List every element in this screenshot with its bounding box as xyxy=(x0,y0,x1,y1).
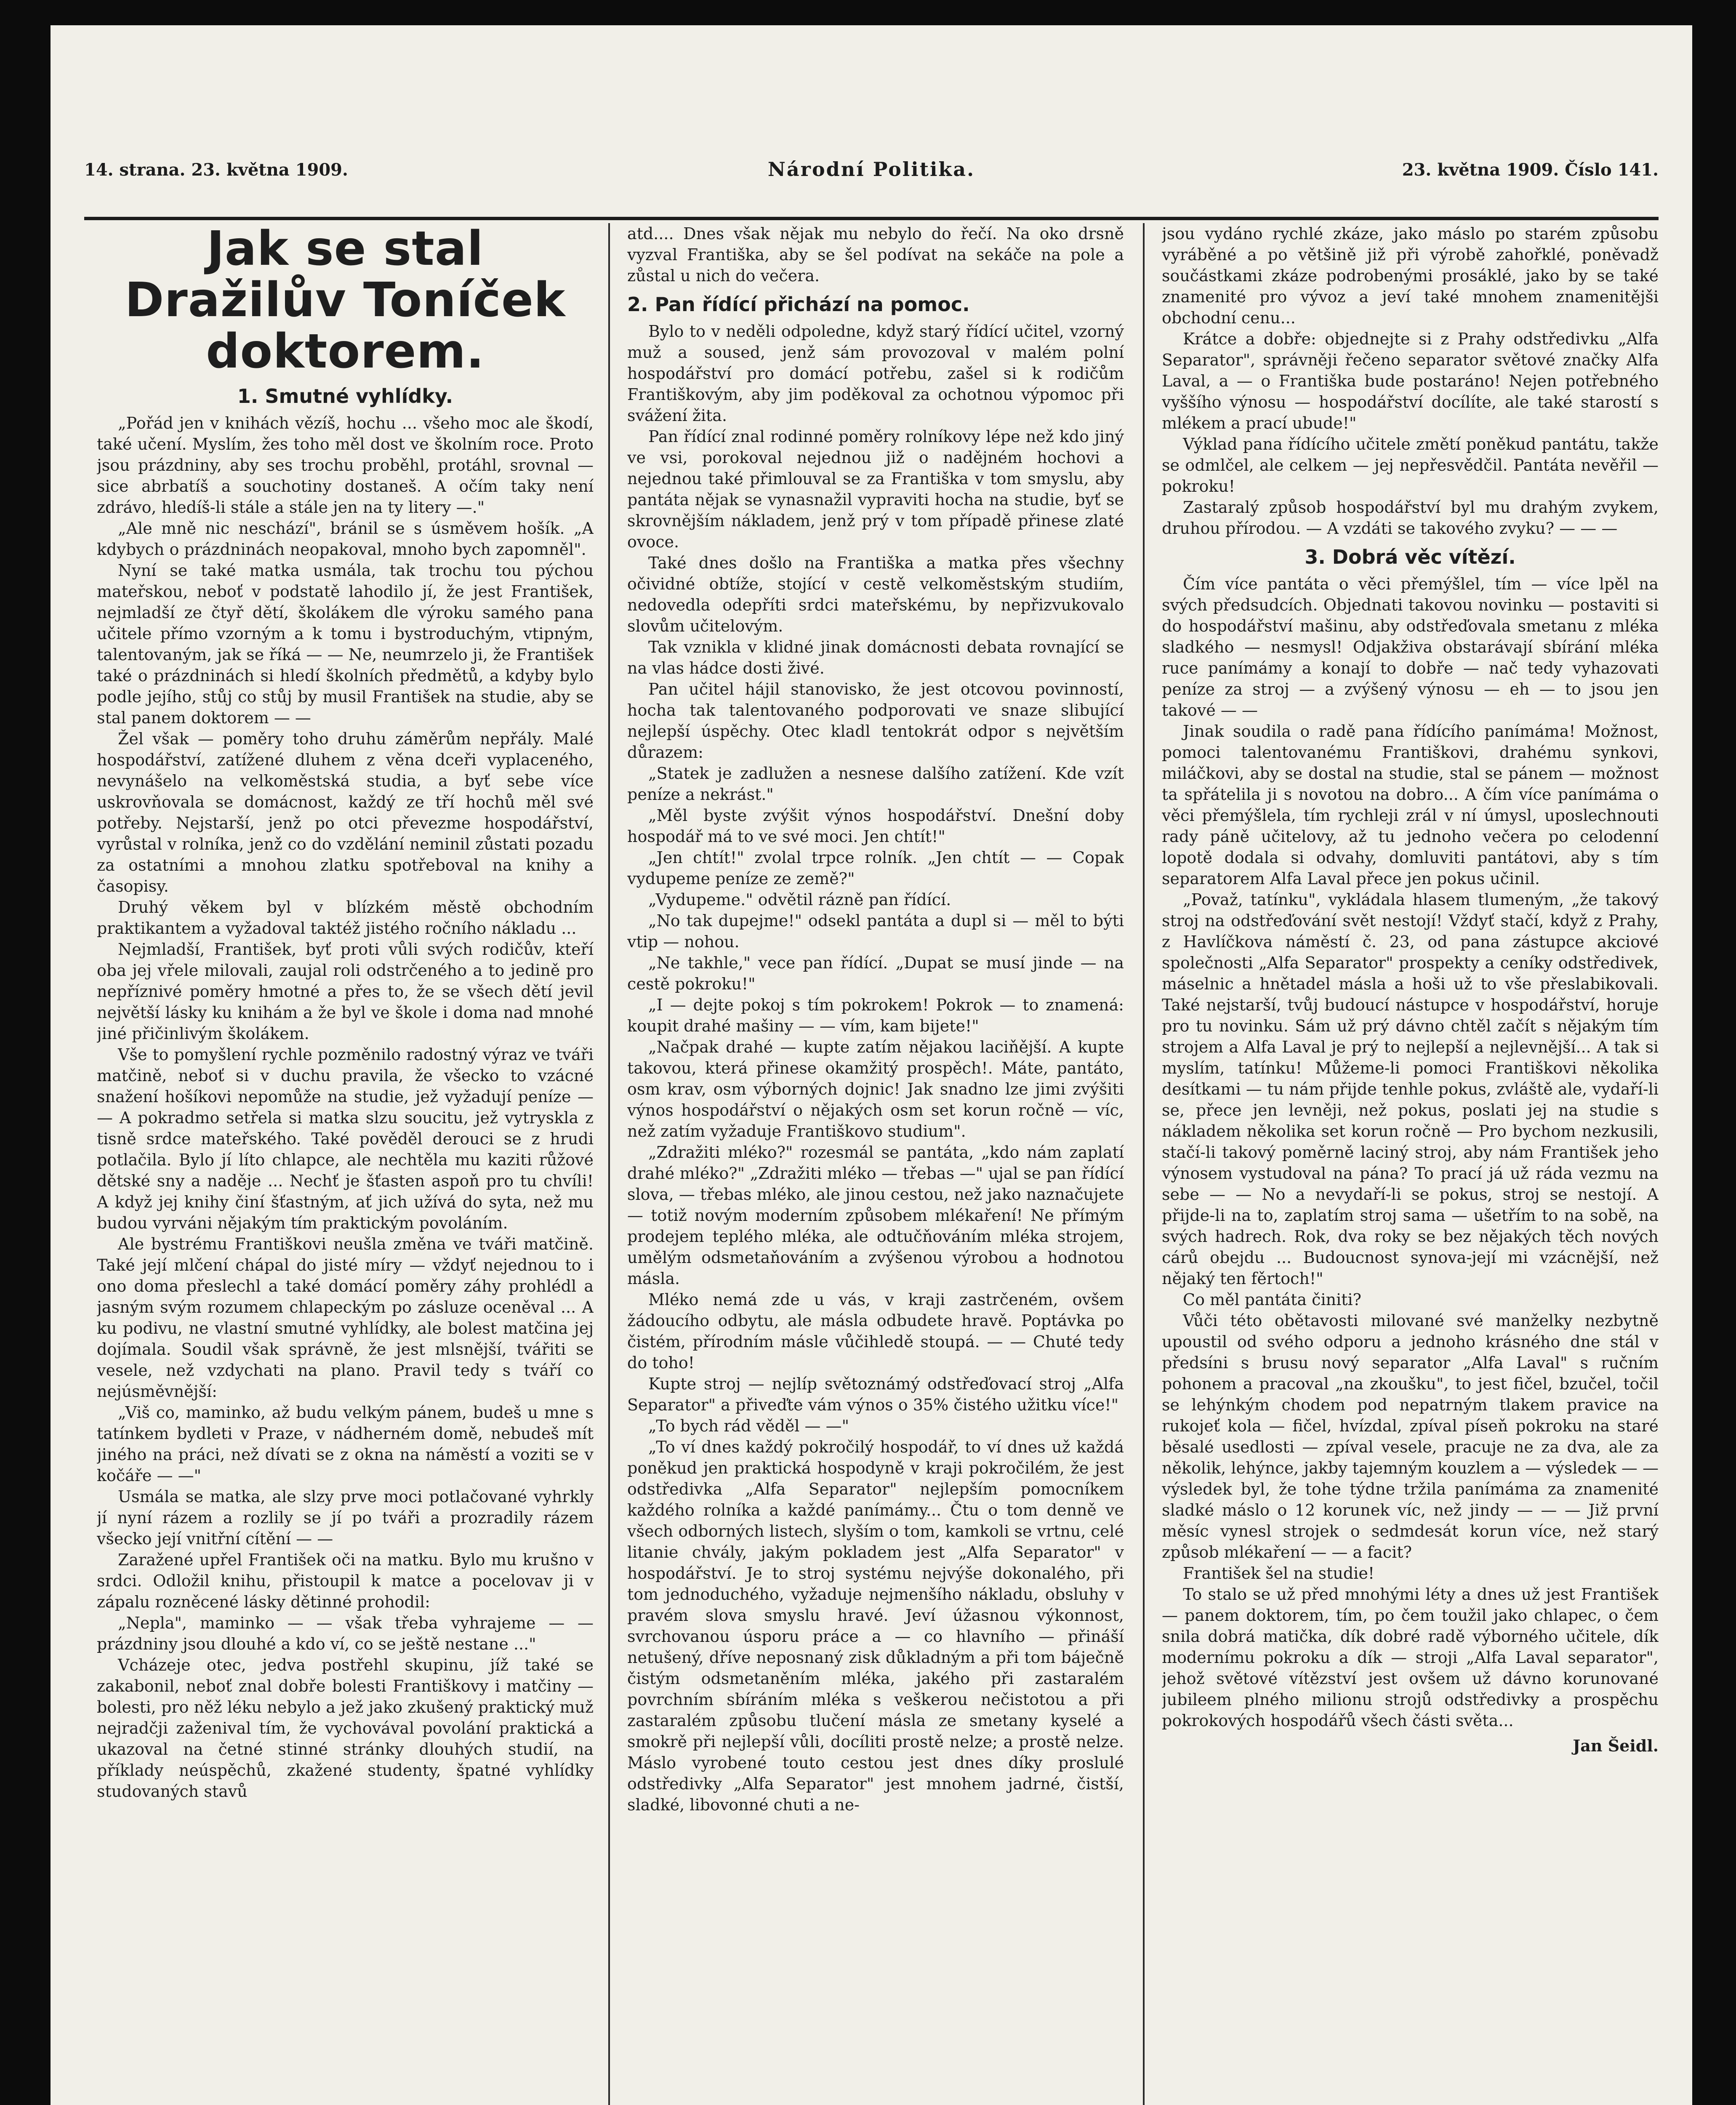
column-divider xyxy=(1143,223,1145,2105)
page-header xyxy=(84,139,1659,198)
section-heading-3: 3. Dobrá věc vítězí. xyxy=(1305,546,1516,568)
paragraph: „To bych rád věděl — —" xyxy=(648,1417,849,1435)
paragraph: Mléko nemá zde u vás, v kraji zastrčeném, ovšem žádoucího odbytu, ale másla odbudete hravě. Poptávka po čistém, přírodním másle vůčihledě stoupá. — — Chuté tedy do toho! xyxy=(627,1290,1124,1372)
paragraph: Kupte stroj — nejlíp světoznámý odstřeďovací stroj „Alfa Separator" a přiveďte vám výnos o 35% čistého užitku více!" xyxy=(627,1375,1124,1414)
paragraph: Krátce a dobře: objednejte si z Prahy odstředivku „Alfa Separator", správněji řečeno separator světové značky Alfa Laval, a — o Františka bude postaráno! Nejen potřebného vyššího výnosu — hospodářství docílíte, ale také starostí s mlékem a prací ubude!" xyxy=(1162,330,1659,432)
column-divider xyxy=(608,223,610,2105)
paragraph: Zastaralý způsob hospodářství byl mu drahým zvykem, druhou přírodou. — A vzdáti se takového zvyku? — — — xyxy=(1162,498,1659,538)
section-heading-2: 2. Pan řídící přichází na pomoc. xyxy=(627,293,970,316)
paragraph: „Ale mně nic neschází", bránil se s úsměvem hošík. „A kdybych o prázdninách neopakoval, mnoho bych zapomněl". xyxy=(97,519,594,559)
paragraph: „Měl byste zvýšit výnos hospodářství. Dnešní doby hospodář má to ve své moci. Jen chtít!" xyxy=(627,806,1124,846)
paragraph: Pan učitel hájil stanovisko, že jest otcovou povinností, hocha tak talentovaného podporovati ve snaze slibující nejlepší úspěchy. Otec kladl tentokrát odpor s největším důrazem: xyxy=(627,680,1124,762)
paragraph: jsou vydáno rychlé zkáze, jako máslo po starém způsobu vyráběné a po většině již při výrobě zahořklé, poněvadž součástkami zkáze podrobenými prosáklé, jako by se také znamenité pro vývoz a jeví také mnohem znamenitějši obchodní cenu... xyxy=(1162,224,1659,327)
section-heading-1: 1. Smutné vyhlídky. xyxy=(237,385,453,408)
paragraph: „Statek je zadlužen a nesnese dalšího zatížení. Kde vzít peníze a nekrást." xyxy=(627,764,1124,804)
column-2 xyxy=(627,223,1124,2105)
header-rule xyxy=(84,217,1659,220)
paragraph: „Nepla", maminko — — však třeba vyhrajeme — — prázdniny jsou dlouhé a kdo ví, co se ještě nestane ..." xyxy=(97,1614,594,1653)
paragraph: „Viš co, maminko, až budu velkým pánem, budeš u mne s tatínkem bydleti v Praze, v nádherném domě, nebudeš mít jiného na práci, než dívati se z okna na náměstí a voziti se v kočáře — —" xyxy=(97,1403,594,1485)
paragraph: Co měl pantáta činiti? xyxy=(1183,1290,1362,1309)
newspaper-page xyxy=(51,25,1692,2105)
paragraph: „Pořád jen v knihách vězíš, hochu ... všeho moc ale škodí, také učení. Myslím, žes toho měl dost ve školním roce. Proto jsou prázdniny, aby ses trochu proběhl, protáhl, srovnal — sice abrbatíš a souchotiny dostaneš. A očím taky není zdrávo, hledíš-li stále a stále jen na ty litery —." xyxy=(97,414,594,517)
paragraph: Čím více pantáta o věci přemýšlel, tím — více lpěl na svých předsudcích. Objednati takovou novinku — postaviti si do hospodářství mašinu, aby odstřeďovala smetanu z mléka sladkého — nesmysl! Odjakživa obstarávají sbírání mléka ruce panímámy a konají to dobře — nač tedy vyhazovati peníze za stroj — a zvýšený výnosu — eh — to jsou jen takové — — xyxy=(1162,575,1659,719)
paragraph: „Zdražiti mléko?" rozesmál se pantáta, „kdo nám zaplatí drahé mléko?" „Zdražiti mléko — třebas —" ujal se pan řídící slova, — třebas mléko, ale jinou cestou, než jako naznačujete — totiž novým moderním způsobem mlékaření! Ne přímým prodejem teplého mléka, ale odtučňováním mléka strojem, umělým odsmetaňováním a zvýšenou výrobou a hodnotou másla. xyxy=(627,1143,1124,1288)
paragraph: „Načpak drahé — kupte zatím nějakou laciňější. A kupte takovou, která přinese okamžitý prospěch!. Máte, pantáto, osm krav, osm výborných dojnic! Jak snadno lze jimi zvýšiti výnos hospodářství o nějakých osm set korun ročně — víc, než zatím vyžaduje Františkovo studium". xyxy=(627,1038,1124,1140)
article-title: Jak se stal Dražilův Toníček doktorem. xyxy=(125,223,566,379)
paragraph: Zaražené upřel František oči na matku. Bylo mu krušno v srdci. Odložil knihu, přistoupil k matce a pocelovav ji v zápalu rozněcené lásky dětinné prohodil: xyxy=(97,1551,594,1611)
header-issue: 23. května 1909. Číslo 141. xyxy=(1402,160,1659,180)
paragraph: „No tak dupejme!" odsekl pantáta a dupl si — měl to býti vtip — nohou. xyxy=(627,911,1124,951)
paragraph: Vůči této obětavosti milované své manželky nezbytně upoustil od svého odporu a jednoho krásného dne stál v předsíni s brusu nový separator „Alfa Laval" s ručním pohonem a pracoval „na zkoušku", to jest fičel, bzučel, točil se lehýnkým chodem pod nepatrným tlakem pravice na rukojeť kola — fičel, hvízdal, zpíval píseň pokroku na staré běsalé usedlosti — zpíval vesele, pracuje ne za dva, ale za několik, lehýnce, jakby tajemným kouzlem a — výsledek — — výsledek byl, že tohe týdne tržila panímáma za znamenité sladké máslo o 12 korunek víc, než jindy — — — Již první měsíc vynesl strojek o sedmdesát korun více, než starý způsob mlékaření — — a facit? xyxy=(1162,1311,1659,1561)
header-masthead: Národní Politika. xyxy=(767,158,975,181)
paragraph: atd.... Dnes však nějak mu nebylo do řečí. Na oko drsně vyzval Františka, aby se šel podívat na sekáče na pole a zůstal u nich do večera. xyxy=(627,224,1124,285)
paragraph: Žel však — poměry toho druhu záměrům nepřály. Malé hospodářství, zatížené dluhem z věna dceři vyplaceného, nevynášelo na velkoměstská studia, a byť sebe více uskrovňovala se domácnost, každý ze tří hochů měl své potřeby. Nejstarší, jenž po otci převezme hospodářství, vyrůstal v rolníka, jenž co do vzdělání neminil zůstati pozadu za ostatními a mnohou zlatku spotřeboval na knihy a časopisy. xyxy=(97,730,594,895)
paragraph: Druhý věkem byl v blízkém městě obchodním praktikantem a vyžadoval taktéž jistého ročního nákladu ... xyxy=(97,898,594,938)
paragraph: Tak vznikla v klidné jinak domácnosti debata rovnající se na vlas hádce dosti živé. xyxy=(627,638,1124,677)
paragraph: „To ví dnes každý pokročilý hospodář, to ví dnes už každá poněkud jen praktická hospodyně v kraji pokročilém, že jest odstředivka „Alfa Separator" nejlepším pomocníkem každého rolníka a každé panímámy... Čtu o tom denně ve všech odborných listech, slyším o tom, kamkoli se vrtnu, celé litanie chvály, jakým pokladem jest „Alfa Separator" v hospodářství. Je to stroj systému nejvýše dokonalého, při tom jednoduchého, vyžaduje nejmenšího nákladu, obsluhy v pravém slova smyslu hravé. Jeví úžasnou výkonnost, svrchovanou úsporu práce a — co hlavního — přináší netušený, dříve neposnaný zisk důkladným a při tom báječně čistým odsmetaněním mléka, jakého při zastaralém povrchním sbíráním mléka s veškerou nečistotou a při zastaralém způsobu tlučení másla ze smetany kyselé a smokrě při nejlepší vůli, docíliti prostě nelze; a prostě nelze. Máslo vyrobené touto cestou jest dnes díky proslulé odstředivky „Alfa Separator" jest mnohem jadrné, čistší, sladké, libovonné chuti a ne- xyxy=(627,1438,1124,1814)
paragraph: „Ne takhle," vece pan řídící. „Dupat se musí jinde — na cestě pokroku!" xyxy=(627,954,1124,993)
column-1 xyxy=(97,223,594,2105)
paragraph: Jinak soudila o radě pana řídícího panímáma! Možnost, pomoci talentovanému Františkovi, drahému synkovi, miláčkovi, aby se dostal na studie, stal se pánem — možnost ta spřátelila ji s novotou na dobro... A čím více panímáma o věci přemýšlela, tím rychleji zrál v ní úmysl, uposlechnouti rady páně učitelovy, až tu jednoho večera po celodenní lopotě dodala si odvahy, domluviti pantátovi, aby s tím separatorem Alfa Laval přece jen pokus učinil. xyxy=(1162,722,1659,888)
paragraph: „Vydupeme." odvětil rázně pan řídící. xyxy=(648,890,951,909)
paragraph: Ale bystrému Františkovi neušla změna ve tváři matčině. Také její mlčení chápal do jisté míry — vždyť nejednou to i ono doma přeslechl a také domácí poměry záhy prohlédl a jasným svým rozumem chlapeckým po zásluze oceněval ... A ku podivu, ne vlastní smutné vyhlídky, ale bolest matčina jej dojímala. Soudil však správně, že jest mlsnější, tvářiti se vesele, než vzdychati na plano. Pravil tedy s tváří co nejúsměvnější: xyxy=(97,1235,594,1401)
paragraph: Nejmladší, František, byť proti vůli svých rodičův, kteří oba jej vřele milovali, zaujal roli odstrčeného a to jedině pro nepříznivé poměry hmotné a přes to, že se všech dětí jevil největší lásky ku knihám a že byl ve škole i doma nad mnohé jiné přičinlivým školákem. xyxy=(97,940,594,1043)
paragraph: František šel na studie! xyxy=(1183,1564,1375,1583)
header-page-date: 14. strana. 23. května 1909. xyxy=(84,160,348,180)
paragraph: Vcházeje otec, jedva postřehl skupinu, jíž také se zakabonil, neboť znal dobře bolesti Františkovy i matčiny — bolesti, pro něž léku nebylo a jež jako zkušený praktický muž nejradčji zaženival tím, že vychovával povolání praktická a ukazoval na četné stinné stránky dlouhých studií, na příklady neúspěchů, zkažené studenty, špatné vyhlídky studovaných stavů xyxy=(97,1656,594,1801)
paragraph: „Považ, tatínku", vykládala hlasem tlumeným, „že takový stroj na odstřeďování svět nestojí! Vždyť stačí, když z Prahy, z Havlíčkova náměstí č. 23, od pana zástupce akciové společnosti „Alfa Separator" prospekty a ceníky odstředivek, máselnic a hnětadel másla a hoši už to vše přeslabikovali. Také nejstarší, tvůj budoucí nástupce v hospodářství, horuje pro tu novinku. Sám už prý dávno chtěl začít s nějakým tím strojem a Alfa Laval je prý to nejlepší a nejlevnější... A tak si myslím, tatínku! Můžeme-li pomoci Františkovi několika desítkami — tu nám přijde tenhle pokus, zvláště ale, vydaří-li se, přece jen levněji, než pokus, poslati jej na studie s nákladem několika set korun ročně — Pro bychom nezkusili, stačí-li takový poměrně laciný stroj, aby nám František jeho výnosem vystudoval na pána? To prací já už ráda vezmu na sebe — — No a nevydaří-li se pokus, stroj se nestojí. A přijde-li na to, zaplatím stroj sama — ušetřím to na sobě, na svých hadrech. Rok, dva roky se bez nějakých těch nových cárů obejdu ... Budoucnost synova-její mi vzácnější, než nějaký ten fěrtoch!" xyxy=(1162,890,1659,1288)
paragraph: Pan řídící znal rodinné poměry rolníkovy lépe než kdo jiný ve vsi, porokoval nejednou již o nadějném hochovi a nejednou také přimlouval se za Františka v tom smyslu, aby pantáta nějak se vynasnažil vypraviti hocha na studie, byť se skrovnějším nákladem, jenž prý v tom případě přinese zlaté ovoce. xyxy=(627,427,1124,551)
paragraph: Výklad pana řídícího učitele změtí poněkud pantátu, takže se odmlčel, ale celkem — jej nepřesvědčil. Pantáta nevěřil — pokroku! xyxy=(1162,435,1659,496)
author-signature: Jan Šeidl. xyxy=(1573,1736,1659,1755)
paragraph: Bylo to v neděli odpoledne, když starý řídící učitel, vzorný muž a soused, jenž sám provozoval v malém polní hospodářství pro domácí potřebu, zašel si k rodičům Františkovým, aby jim poděkoval za ochotnou výpomoc při svážení žita. xyxy=(627,322,1124,425)
paragraph: Vše to pomyšlení rychle pozměnilo radostný výraz ve tváři matčině, neboť si v duchu pravila, že všecko to vzácné snažení hošíkovi nepomůže na studie, jež vyžadují peníze — — A pokradmo setřela si matka slzu soucitu, jež vytryskla z tisně srdce mateřského. Také pověděl derouci se z hrudi potlačila. Bylo jí líto chlapce, ale nechtěla mu kaziti růžové dětské sny a naděje ... Nechť je šťasten aspoň pro tu chvíli! A když jej knihy činí šťastným, ať jich užívá do syta, než mu budou vyrváni nějakým tím praktickým povoláním. xyxy=(97,1045,594,1232)
paragraph: „Jen chtít!" zvolal trpce rolník. „Jen chtít — — Copak vydupeme peníze ze země?" xyxy=(627,848,1124,888)
paragraph: Také dnes došlo na Františka a matka přes všechny očividné obtíže, stojící v cestě velkoměstským studiím, nedovedla odepříti srdci mateřskému, by nepřizvukovalo slovům učitelovým. xyxy=(627,554,1124,635)
column-3 xyxy=(1162,223,1659,2105)
paragraph: „I — dejte pokoj s tím pokrokem! Pokrok — to znamená: koupit drahé mašiny — — vím, kam bijete!" xyxy=(627,996,1124,1035)
paragraph: To stalo se už před mnohými léty a dnes už jest František — panem doktorem, tím, po čem toužil jako chlapec, o čem snila dobrá matička, dík dobré radě výborného učitele, dík modernímu pokroku a dík — stroji „Alfa Laval separator", jehož světové vítězství jest ovšem už dávno korunované jubileem plného milionu strojů odstředivky a prospěchu pokrokových hospodářů všech části světa... xyxy=(1162,1585,1659,1730)
paragraph: Usmála se matka, ale slzy prve moci potlačované vyhrkly jí nyní rázem a rozlily se jí po tváři a prozradily rázem všecko její vnitřní cítění — — xyxy=(97,1487,594,1548)
paragraph: Nyní se také matka usmála, tak trochu tou pýchou mateřskou, neboť v podstatě lahodilo jí, že jest František, nejmladší ze čtyř dětí, školákem dle výroku samého pana učitele přímo vzorným a k tomu i bystroduchým, vtipným, talentovaným, jak se říká — — Ne, neumrzelo ji, že František také o prázdninách si hledí školních předmětů, a kdyby bylo podle jejího, stůj co stůj by musil František na studie, aby se stal panem doktorem — — xyxy=(97,561,594,727)
